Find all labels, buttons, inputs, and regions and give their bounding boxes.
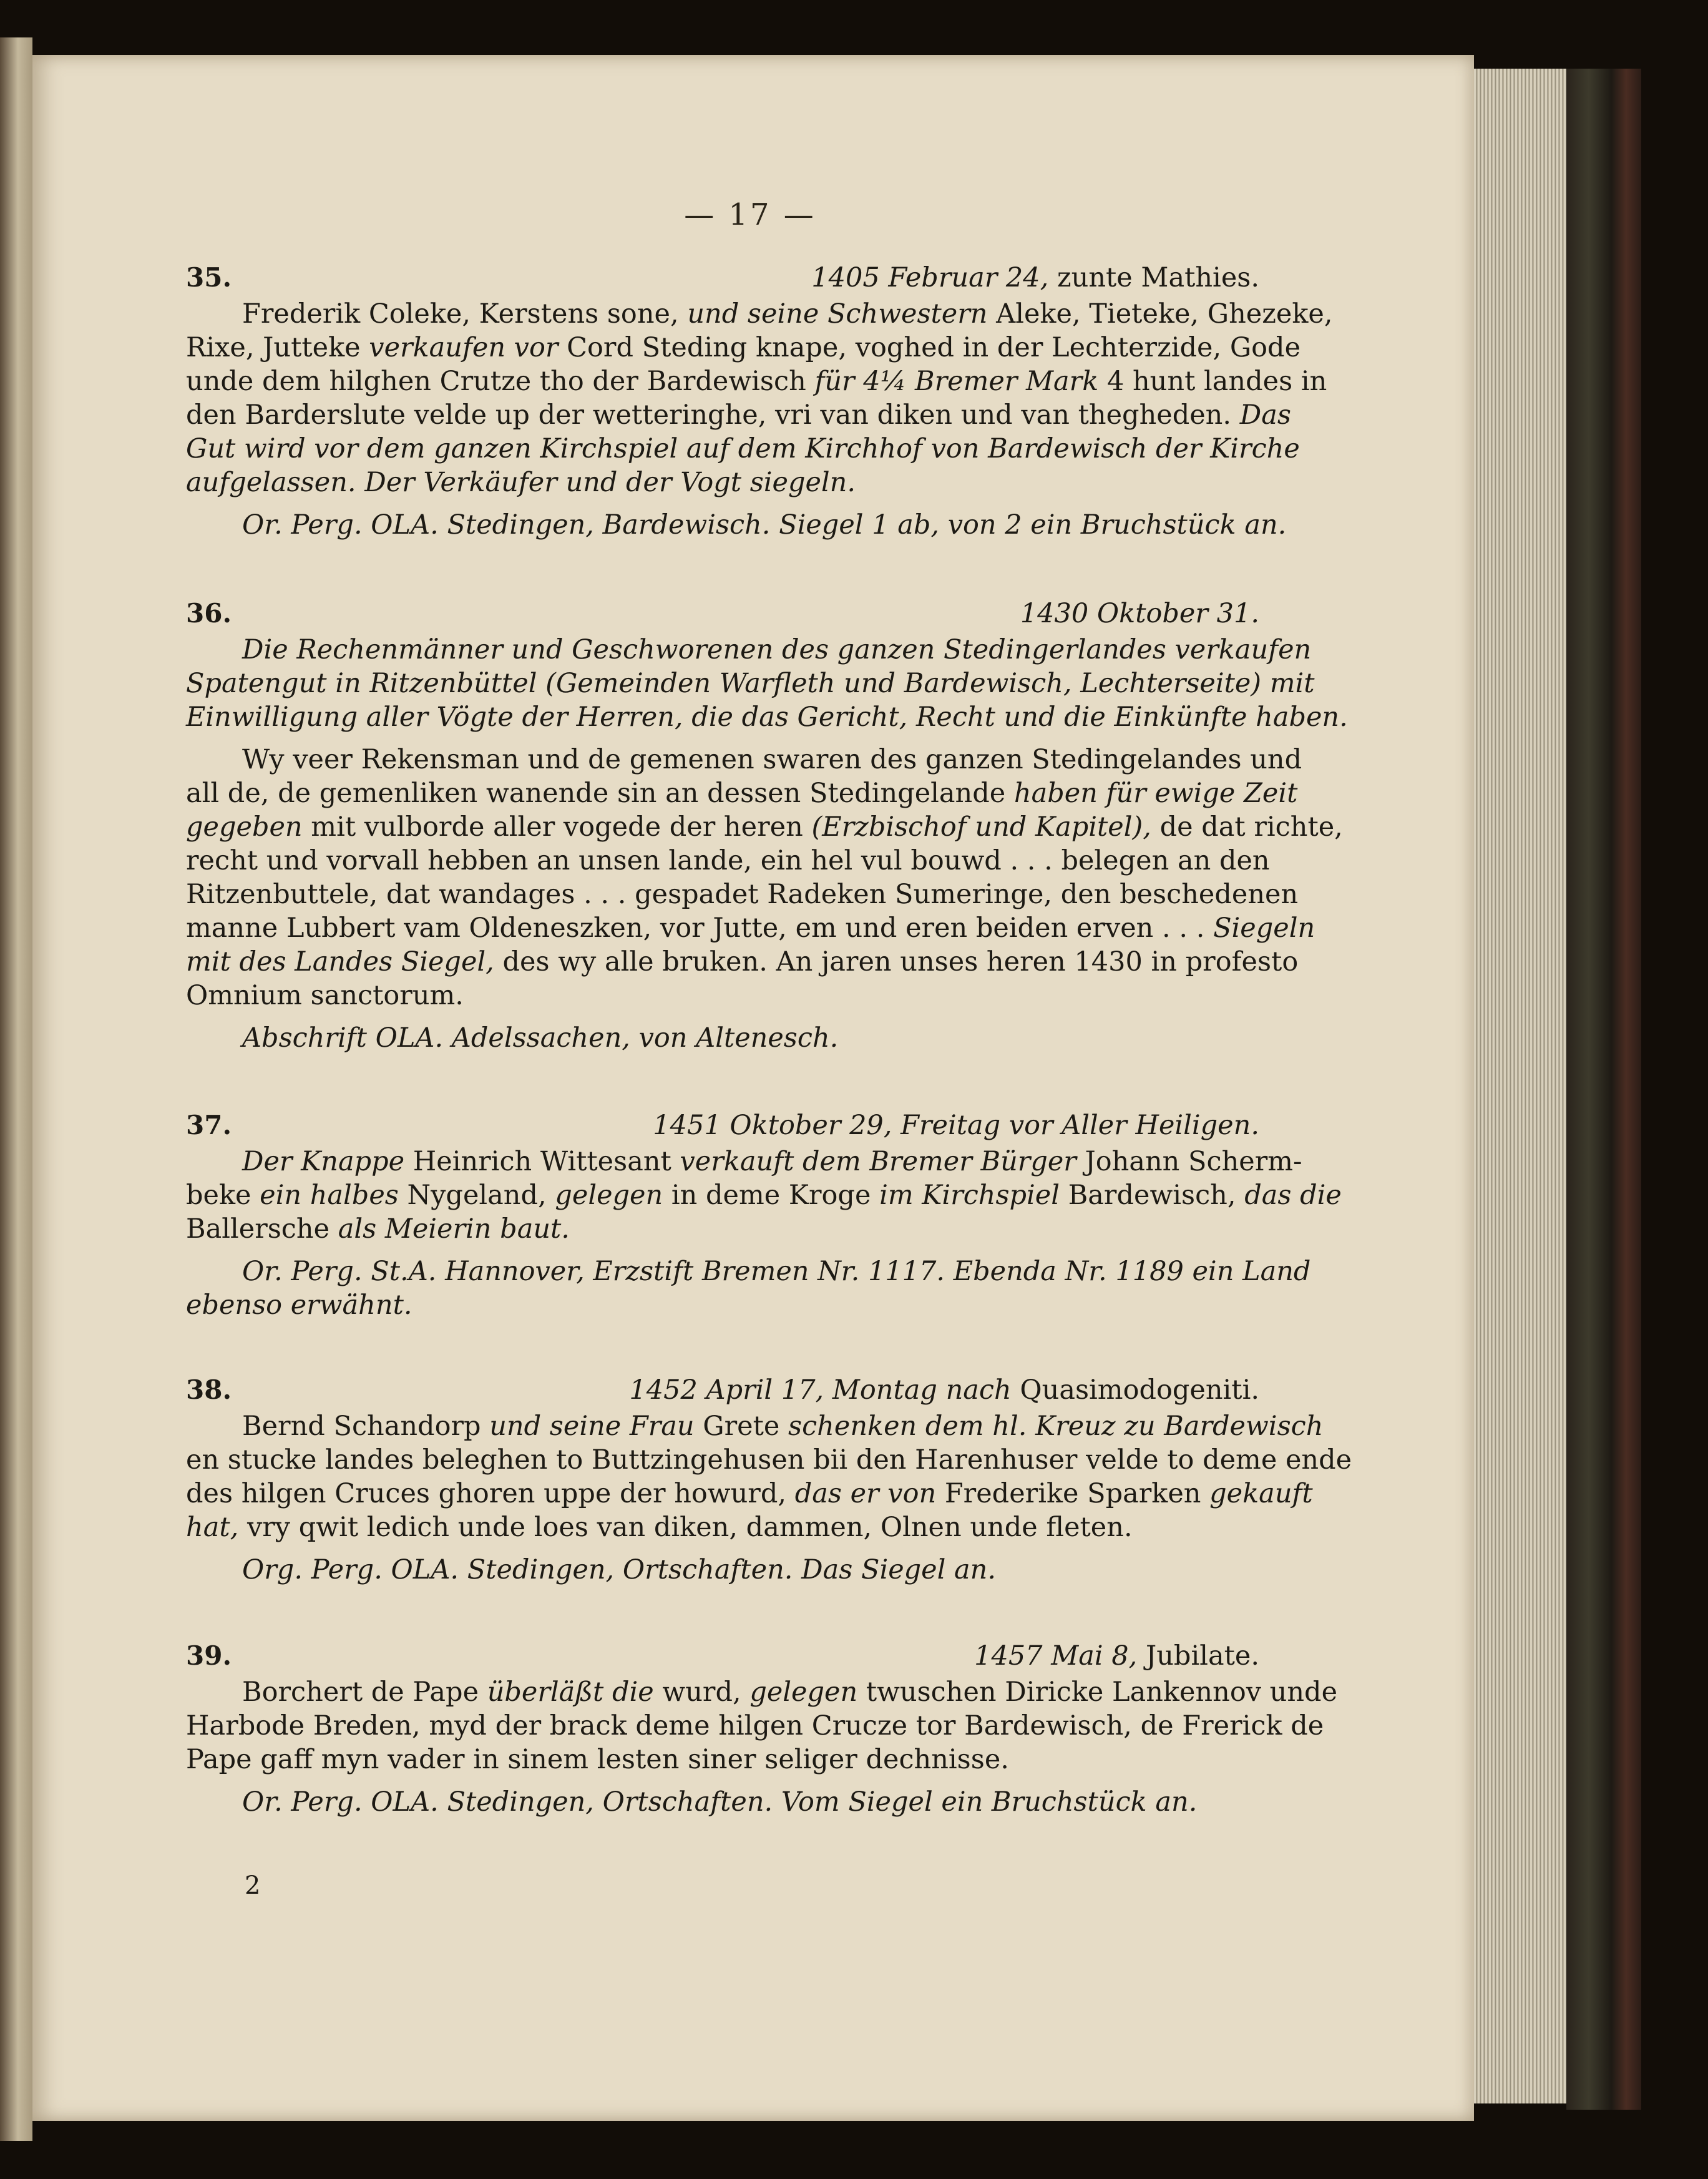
entry-body xyxy=(186,297,1333,499)
text-segment: vry qwit ledich unde loes van diken, dammen, Olnen unde fleten. xyxy=(238,1512,1133,1543)
italic-segment: für 4¼ Bremer Mark xyxy=(814,366,1099,397)
italic-segment: (Erzbischof und Kapitel), xyxy=(811,811,1151,843)
entry-source: Or. Perg. OLA. Stedingen, Bardewisch. Siegel 1 ab, von 2 ein Bruchstück an. xyxy=(242,509,1287,541)
body-line xyxy=(186,1477,1313,1511)
body-line xyxy=(186,432,1300,466)
italic-segment: und seine Schwestern xyxy=(687,298,988,330)
entry-body xyxy=(186,1409,1352,1544)
left-page-edge xyxy=(0,37,32,2141)
body-line xyxy=(186,776,1298,810)
italic-segment: das er von xyxy=(794,1478,937,1509)
body-line xyxy=(186,667,1315,700)
body-line xyxy=(186,297,1333,331)
italic-segment: Einwilligung aller Vögte der Herren, die das Gericht, Recht und die Einkünfte haben. xyxy=(186,702,1348,733)
entry-source: Abschrift OLA. Adelssachen, von Altenesch. xyxy=(242,1022,839,1054)
body-line xyxy=(186,1743,1259,1776)
text-segment: Bernd Schandorp xyxy=(242,1411,490,1442)
entry-38 xyxy=(186,1374,1352,1587)
text-segment: Cord Steding knape, voghed in der Lechterzide, Gode xyxy=(558,332,1301,363)
text-segment: Ritzenbuttele, dat wandages . . . gespadet Radeken Sumeringe, den beschedenen xyxy=(186,879,1299,910)
entry-37 xyxy=(186,1110,1342,1322)
text-segment: des hilgen Cruces ghoren uppe der howurd, xyxy=(186,1478,795,1509)
book-cover-edge xyxy=(1566,69,1641,2110)
text-segment: wurd, xyxy=(653,1677,750,1708)
text-segment: manne Lubbert vam Oldeneszken, vor Jutte, em und eren beiden erven . . . xyxy=(186,913,1214,944)
italic-segment: aufgelassen. Der Verkäufer und der Vogt siegeln. xyxy=(186,467,856,498)
text-segment: Omnium sanctorum. xyxy=(186,980,464,1011)
book-page xyxy=(32,55,1474,2121)
body-line xyxy=(186,1409,1324,1443)
italic-segment: Das xyxy=(1239,399,1291,431)
text-segment: unde dem hilghen Crutze tho der Bardewisch xyxy=(186,366,815,397)
text-segment: all de, de gemenliken wanende sin an dessen Stedingelande xyxy=(186,778,1014,809)
body-line xyxy=(186,844,1270,878)
body-line xyxy=(186,1443,1352,1477)
italic-segment: Gut wird vor dem ganzen Kirchspiel auf dem Kirchhof von Bardewisch der Kirche xyxy=(186,433,1300,464)
body-line xyxy=(186,398,1291,432)
text-segment: Harbode Breden, myd der brack deme hilgen Crucze tor Bardewisch, de Frerick de xyxy=(186,1710,1324,1741)
entry-source: Org. Perg. OLA. Stedingen, Ortschaften. Das Siegel an. xyxy=(242,1554,997,1585)
body-line xyxy=(186,331,1301,365)
text-segment: Johann Scherm- xyxy=(1076,1146,1302,1177)
italic-segment: mit des Landes Siegel, xyxy=(186,946,494,977)
entry-number: 35. xyxy=(186,262,232,293)
italic-segment: Der Knappe xyxy=(242,1146,405,1177)
body-line xyxy=(186,1145,1302,1178)
italic-segment: verkaufen vor xyxy=(369,332,559,363)
text-segment: twuschen Diricke Lankennov unde xyxy=(857,1677,1338,1708)
entry-number: 38. xyxy=(186,1374,232,1405)
entry-date: 1452 April 17, Montag nach Quasimodogeniti. xyxy=(629,1374,1259,1406)
italic-segment: verkauft dem Bremer Bürger xyxy=(680,1146,1076,1177)
text-segment: Nygeland, xyxy=(398,1180,555,1211)
entry-body xyxy=(186,633,1348,1012)
page-block-edges xyxy=(1466,69,1573,2103)
entry-number: 37. xyxy=(186,1110,232,1140)
italic-segment: im Kirchspiel xyxy=(879,1180,1060,1211)
italic-segment: gelegen xyxy=(555,1180,663,1211)
text-segment: in deme Kroge xyxy=(663,1180,880,1211)
entry-date: 1430 Oktober 31. xyxy=(1020,598,1259,629)
text-segment: recht und vorvall hebben an unsen lande, ein hel vul bouwd . . . belegen an den xyxy=(186,845,1270,876)
text-segment: Heinrich Wittesant xyxy=(404,1146,680,1177)
entry-source: Or. Perg. OLA. Stedingen, Ortschaften. Vom Siegel ein Bruchstück an. xyxy=(242,1786,1198,1818)
body-line xyxy=(186,878,1299,911)
text-segment: en stucke landes beleghen to Buttzingehusen bii den Harenhuser velde to deme ende xyxy=(186,1444,1352,1476)
italic-segment: hat, xyxy=(186,1512,239,1543)
italic-segment: gegeben xyxy=(186,811,303,843)
entry-source: Or. Perg. St.A. Hannover, Erzstift Bremen Nr. 1117. Ebenda Nr. 1189 ein Land xyxy=(242,1256,1311,1287)
body-line xyxy=(186,1709,1324,1743)
text-segment: Borchert de Pape xyxy=(242,1677,487,1708)
italic-segment: ein halbes xyxy=(260,1180,399,1211)
italic-segment: gelegen xyxy=(749,1677,858,1708)
text-segment: Pape gaff myn vader in sinem lesten siner seliger dechnisse. xyxy=(186,1744,1009,1775)
body-line xyxy=(186,466,1259,499)
italic-segment: und seine Frau xyxy=(489,1411,695,1442)
text-segment: Aleke, Tieteke, Ghezeke, xyxy=(987,298,1333,330)
italic-segment: Spatengut in Ritzenbüttel (Gemeinden Warfleth und Bardewisch, Lechterseite) mit xyxy=(186,668,1315,699)
page-number: — 17 — xyxy=(684,197,816,232)
body-line xyxy=(186,743,1302,776)
body-line xyxy=(186,1212,1259,1246)
body-line xyxy=(186,1675,1338,1709)
entry-date: 1405 Februar 24, zunte Mathies. xyxy=(811,262,1259,293)
text-segment: Bardewisch, xyxy=(1060,1180,1245,1211)
entry-number: 39. xyxy=(186,1640,232,1671)
signature-mark: 2 xyxy=(245,1871,261,1900)
italic-segment: gekauft xyxy=(1209,1478,1313,1509)
text-segment: 4 hunt landes in xyxy=(1098,366,1327,397)
italic-segment: haben für ewige Zeit xyxy=(1013,778,1298,809)
body-line xyxy=(186,979,1259,1012)
body-line xyxy=(186,365,1327,398)
entry-number: 36. xyxy=(186,598,232,629)
text-segment: mit vulborde aller vogede der heren xyxy=(302,811,812,843)
body-line xyxy=(186,911,1315,945)
entry-source-continued: ebenso erwähnt. xyxy=(186,1290,412,1321)
italic-segment: Die Rechenmänner und Geschworenen des ganzen Stedingerlandes verkaufen xyxy=(242,634,1312,665)
entry-date: 1457 Mai 8, Jubilate. xyxy=(974,1640,1259,1672)
text-segment: den Barderslute velde up der wetteringhe, vri van diken und van thegheden. xyxy=(186,399,1240,431)
text-segment: Frederike Sparken xyxy=(936,1478,1210,1509)
body-line xyxy=(186,1511,1259,1544)
italic-segment: das die xyxy=(1244,1180,1342,1211)
text-segment: Grete xyxy=(694,1411,789,1442)
text-segment: beke xyxy=(186,1180,260,1211)
entry-36 xyxy=(186,598,1348,1055)
italic-segment: überläßt die xyxy=(487,1677,654,1708)
text-segment: Wy veer Rekensman und de gemenen swaren des ganzen Stedingelandes und xyxy=(242,744,1302,775)
italic-segment: schenken dem hl. Kreuz zu Bardewisch xyxy=(788,1411,1324,1442)
text-segment: Frederik Coleke, Kerstens sone, xyxy=(242,298,688,330)
entry-date: 1451 Oktober 29, Freitag vor Aller Heiligen. xyxy=(653,1110,1259,1141)
italic-segment: als Meierin baut. xyxy=(338,1213,570,1245)
text-segment: Ballersche xyxy=(186,1213,338,1245)
text-segment: de dat richte, xyxy=(1151,811,1343,843)
text-segment: des wy alle bruken. An jaren unses heren 1430 in profesto xyxy=(494,946,1299,977)
entry-body xyxy=(186,1145,1342,1246)
italic-segment: Siegeln xyxy=(1213,913,1315,944)
body-line xyxy=(186,1178,1342,1212)
entry-39 xyxy=(186,1640,1338,1819)
body-line xyxy=(186,945,1299,979)
body-line xyxy=(186,700,1348,734)
body-line xyxy=(186,633,1312,667)
entry-body xyxy=(186,1675,1338,1776)
text-segment: Rixe, Jutteke xyxy=(186,332,369,363)
entry-35 xyxy=(186,262,1333,542)
body-line xyxy=(186,810,1343,844)
